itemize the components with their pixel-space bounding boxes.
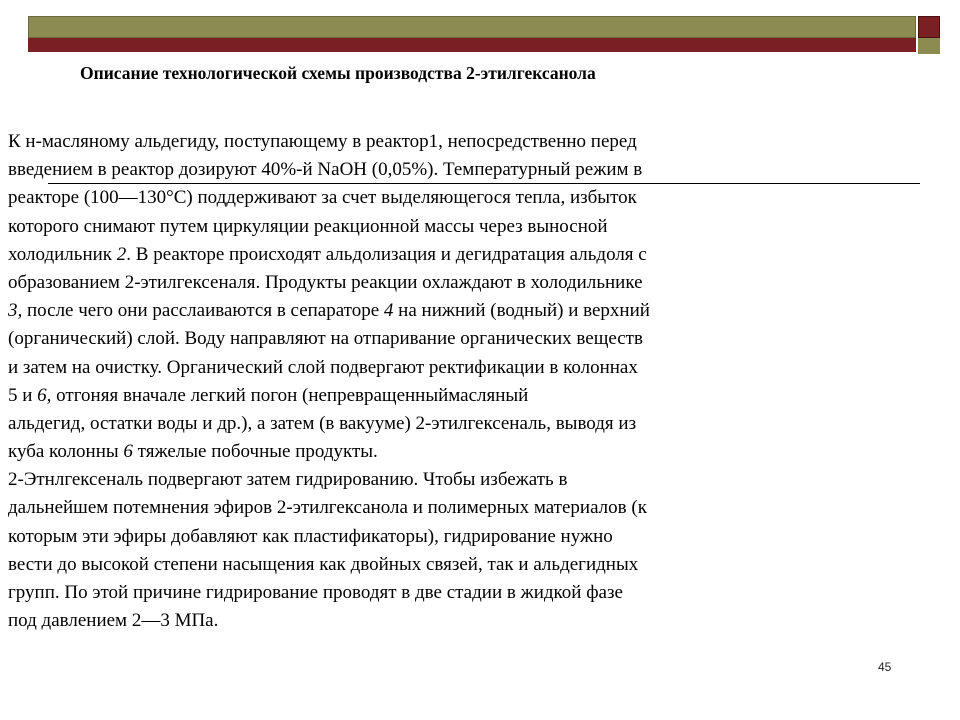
body-text-segment: . В реакторе происходят альдолизация и дегидратация альдоля с	[126, 243, 647, 265]
body-line	[8, 410, 908, 438]
body-line	[8, 466, 908, 494]
body-text-segment: куба колонны	[8, 441, 124, 463]
equipment-number: 3,	[8, 300, 23, 322]
body-line	[8, 551, 908, 579]
corner-square-olive	[918, 38, 940, 54]
body-text-segment: альдегид, остатки воды и др.), а затем (в вакууме) 2-этилгексеналь, выводя из	[8, 412, 637, 434]
corner-square-maroon	[918, 16, 940, 38]
body-line	[8, 269, 908, 297]
body-text-segment: К н-масляному альдегиду, поступающему в реактор1, непосредственно перед	[8, 131, 637, 152]
body-text-segment: введением в реактор дозируют 40%-й NaOH (0,05%). Температурный режим в	[8, 159, 643, 181]
body-line	[8, 241, 908, 269]
body-line	[8, 523, 908, 551]
body-text-segment: образованием 2-этилгексеналя. Продукты реакции охлаждают в холодильнике	[8, 271, 643, 293]
body-text-segment: которым эти эфиры добавляют как пластификаторы), гидрирование нужно	[8, 525, 613, 547]
body-text-segment: отгоняя вначале легкий погон (непревращенныймасляный	[51, 384, 529, 406]
body-line	[8, 382, 908, 410]
body-text-segment: и затем на очистку. Органический слой подвергают ректификации в колоннах	[8, 356, 638, 378]
body-line	[8, 579, 908, 607]
body-text-segment: которого снимают путем циркуляции реакционной массы через выносной	[8, 215, 608, 237]
body-line	[8, 213, 908, 241]
header-band-maroon	[28, 38, 916, 52]
body-text-segment: 5 и	[8, 384, 38, 406]
body-line	[8, 297, 908, 325]
body-text-segment: дальнейшем потемнения эфиров 2-этилгексанола и полимерных материалов (к	[8, 497, 647, 519]
body-text-segment: (органический) слой. Воду направляют на отпаривание органических веществ	[8, 328, 643, 350]
body-text-segment: холодильник	[8, 243, 117, 265]
header-band-olive	[28, 16, 916, 38]
body-line	[8, 156, 908, 184]
equipment-number: 2	[116, 243, 127, 265]
body-line	[8, 325, 908, 353]
equipment-number: 6	[123, 441, 133, 463]
body-line	[8, 184, 908, 212]
body-text-segment: после чего они расслаиваются в сепараторе	[22, 300, 384, 322]
body-line	[8, 438, 908, 466]
body-line	[8, 128, 908, 156]
body-line	[8, 354, 908, 382]
body-text-segment: реакторе (100—130°С) поддерживают за счет выделяющегося тепла, избыток	[8, 187, 637, 209]
body-line	[8, 607, 908, 635]
page-number: 45	[878, 660, 892, 674]
body-text	[8, 128, 908, 635]
equipment-number: 4	[383, 300, 394, 322]
body-text-segment: групп. По этой причине гидрирование проводят в две стадии в жидкой фазе	[8, 582, 623, 603]
body-text-segment: вести до высокой степени насыщения как двойных связей, так и альдегидных	[8, 553, 639, 575]
slide-title: Описание технологической схемы производства 2-этилгексанола	[80, 63, 596, 83]
body-text-segment: 2-Этнлгексеналь подвергают затем гидрированию. Чтобы избежать в	[8, 469, 568, 491]
body-text-segment: под давлением 2—3 МПа.	[8, 610, 219, 632]
body-text-segment: на нижний (водный) и верхний	[393, 300, 650, 322]
body-text-segment: тяжелые побочные продукты.	[132, 441, 378, 463]
equipment-number: 6,	[37, 384, 52, 406]
body-line	[8, 494, 908, 522]
